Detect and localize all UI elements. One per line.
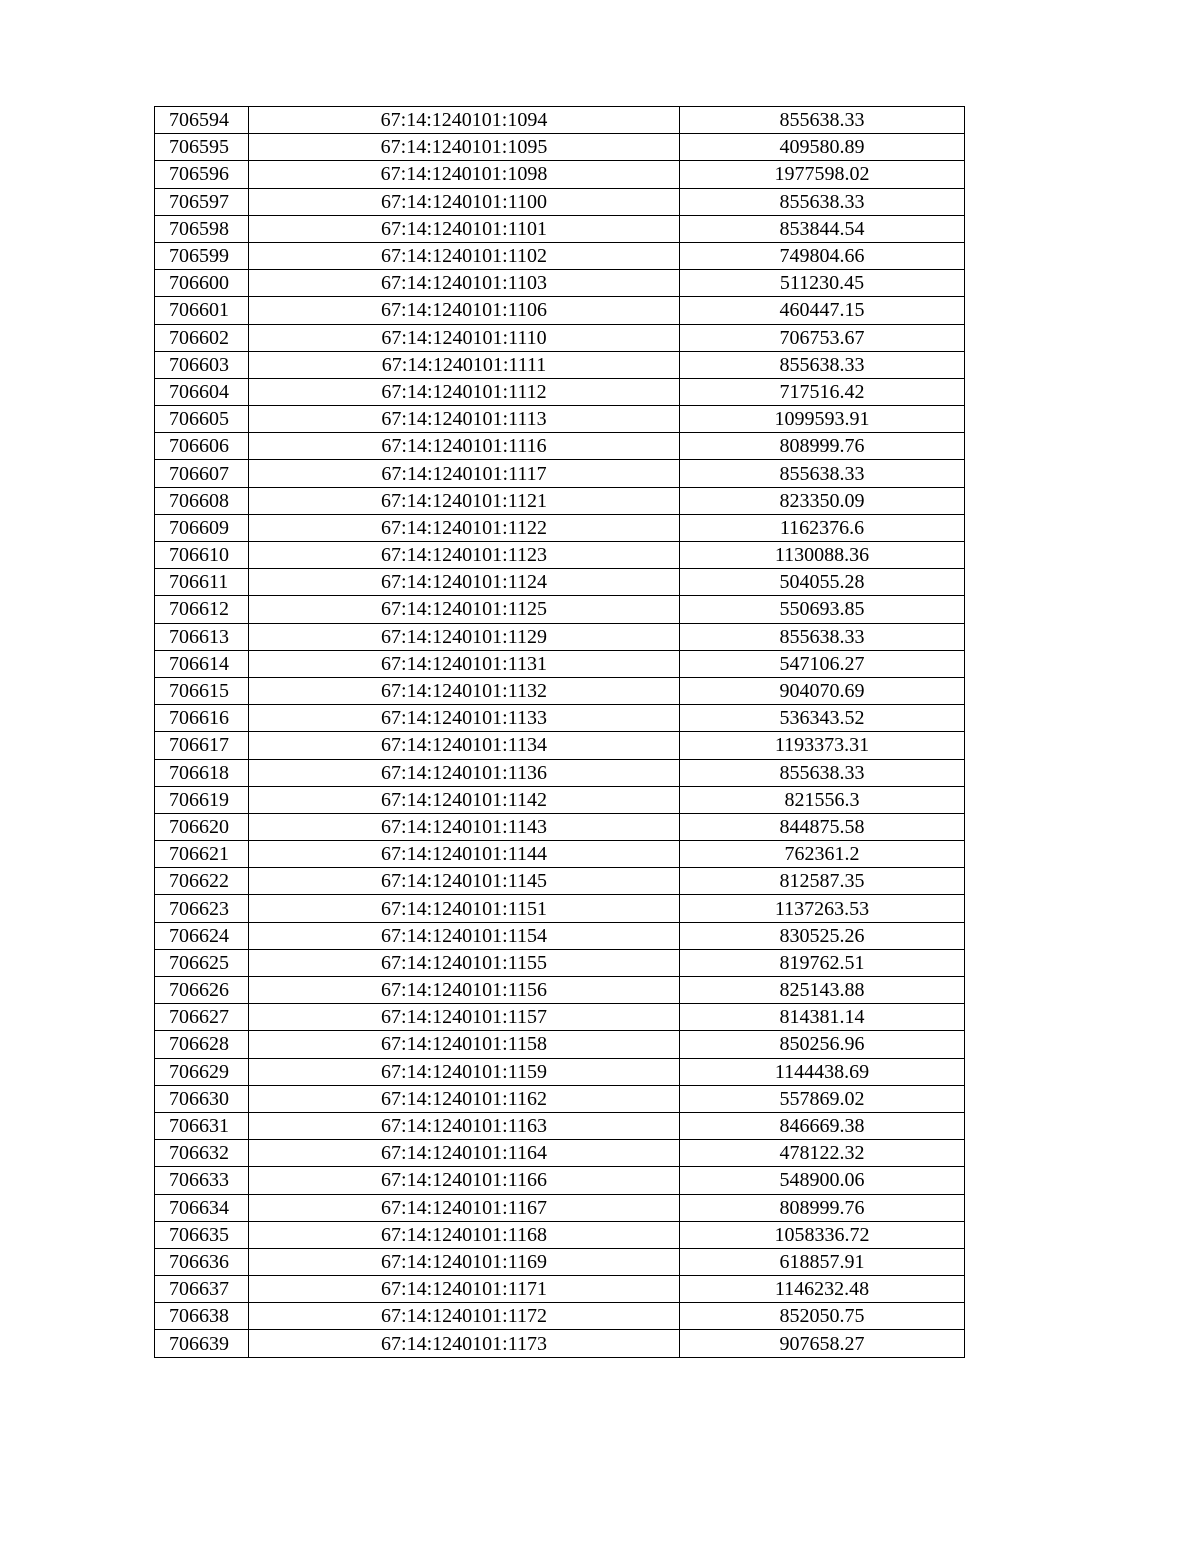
cadastral-number-cell: 67:14:1240101:1168 bbox=[249, 1221, 680, 1248]
row-number-cell: 706616 bbox=[155, 705, 249, 732]
table-row bbox=[155, 677, 965, 704]
row-number-cell: 706631 bbox=[155, 1112, 249, 1139]
table-row bbox=[155, 569, 965, 596]
cadastral-number-cell: 67:14:1240101:1171 bbox=[249, 1276, 680, 1303]
table-row bbox=[155, 215, 965, 242]
cadastral-number-cell: 67:14:1240101:1098 bbox=[249, 161, 680, 188]
row-number-cell: 706638 bbox=[155, 1303, 249, 1330]
cadastral-value-cell: 812587.35 bbox=[680, 868, 965, 895]
cadastral-value-cell: 548900.06 bbox=[680, 1167, 965, 1194]
cadastral-value-cell: 1193373.31 bbox=[680, 732, 965, 759]
cadastral-number-cell: 67:14:1240101:1136 bbox=[249, 759, 680, 786]
cadastral-value-cell: 855638.33 bbox=[680, 759, 965, 786]
table-row bbox=[155, 759, 965, 786]
cadastral-value-cell: 814381.14 bbox=[680, 1004, 965, 1031]
cadastral-value-cell: 855638.33 bbox=[680, 460, 965, 487]
cadastral-number-cell: 67:14:1240101:1095 bbox=[249, 134, 680, 161]
cadastral-value-cell: 852050.75 bbox=[680, 1303, 965, 1330]
cadastral-number-cell: 67:14:1240101:1156 bbox=[249, 977, 680, 1004]
cadastral-value-cell: 1137263.53 bbox=[680, 895, 965, 922]
row-number-cell: 706628 bbox=[155, 1031, 249, 1058]
row-number-cell: 706625 bbox=[155, 949, 249, 976]
table-row bbox=[155, 1085, 965, 1112]
cadastral-value-cell: 855638.33 bbox=[680, 351, 965, 378]
table-row bbox=[155, 786, 965, 813]
row-number-cell: 706612 bbox=[155, 596, 249, 623]
cadastral-value-cell: 844875.58 bbox=[680, 813, 965, 840]
cadastral-number-cell: 67:14:1240101:1100 bbox=[249, 188, 680, 215]
cadastral-number-cell: 67:14:1240101:1121 bbox=[249, 487, 680, 514]
cadastral-number-cell: 67:14:1240101:1103 bbox=[249, 270, 680, 297]
cadastral-value-cell: 749804.66 bbox=[680, 242, 965, 269]
cadastral-value-cell: 855638.33 bbox=[680, 623, 965, 650]
table-row bbox=[155, 542, 965, 569]
row-number-cell: 706604 bbox=[155, 378, 249, 405]
cadastral-value-cell: 460447.15 bbox=[680, 297, 965, 324]
row-number-cell: 706602 bbox=[155, 324, 249, 351]
table-row bbox=[155, 841, 965, 868]
cadastral-number-cell: 67:14:1240101:1162 bbox=[249, 1085, 680, 1112]
cadastral-number-cell: 67:14:1240101:1116 bbox=[249, 433, 680, 460]
cadastral-number-cell: 67:14:1240101:1132 bbox=[249, 677, 680, 704]
cadastral-value-cell: 557869.02 bbox=[680, 1085, 965, 1112]
cadastral-value-cell: 830525.26 bbox=[680, 922, 965, 949]
row-number-cell: 706636 bbox=[155, 1248, 249, 1275]
cadastral-value-cell: 808999.76 bbox=[680, 1194, 965, 1221]
row-number-cell: 706603 bbox=[155, 351, 249, 378]
row-number-cell: 706632 bbox=[155, 1140, 249, 1167]
row-number-cell: 706618 bbox=[155, 759, 249, 786]
table-row bbox=[155, 107, 965, 134]
row-number-cell: 706611 bbox=[155, 569, 249, 596]
table-row bbox=[155, 1058, 965, 1085]
table-row bbox=[155, 650, 965, 677]
cadastral-value-cell: 819762.51 bbox=[680, 949, 965, 976]
cadastral-number-cell: 67:14:1240101:1124 bbox=[249, 569, 680, 596]
table-row bbox=[155, 1004, 965, 1031]
table-row bbox=[155, 487, 965, 514]
table-row bbox=[155, 351, 965, 378]
row-number-cell: 706615 bbox=[155, 677, 249, 704]
row-number-cell: 706617 bbox=[155, 732, 249, 759]
table-row bbox=[155, 1167, 965, 1194]
table-row bbox=[155, 977, 965, 1004]
cadastral-value-cell: 717516.42 bbox=[680, 378, 965, 405]
table-row bbox=[155, 895, 965, 922]
row-number-cell: 706627 bbox=[155, 1004, 249, 1031]
table-row bbox=[155, 1031, 965, 1058]
cadastral-value-cell: 855638.33 bbox=[680, 188, 965, 215]
cadastral-value-cell: 1144438.69 bbox=[680, 1058, 965, 1085]
table-row bbox=[155, 297, 965, 324]
cadastral-number-cell: 67:14:1240101:1145 bbox=[249, 868, 680, 895]
cadastral-number-cell: 67:14:1240101:1143 bbox=[249, 813, 680, 840]
table-row bbox=[155, 1276, 965, 1303]
cadastral-number-cell: 67:14:1240101:1110 bbox=[249, 324, 680, 351]
cadastral-value-cell: 409580.89 bbox=[680, 134, 965, 161]
cadastral-value-cell: 706753.67 bbox=[680, 324, 965, 351]
table-row bbox=[155, 514, 965, 541]
cadastral-value-cell: 825143.88 bbox=[680, 977, 965, 1004]
cadastral-number-cell: 67:14:1240101:1113 bbox=[249, 406, 680, 433]
table-row bbox=[155, 161, 965, 188]
table-row bbox=[155, 623, 965, 650]
cadastral-number-cell: 67:14:1240101:1155 bbox=[249, 949, 680, 976]
cadastral-number-cell: 67:14:1240101:1122 bbox=[249, 514, 680, 541]
cadastral-value-cell: 1162376.6 bbox=[680, 514, 965, 541]
table-row bbox=[155, 460, 965, 487]
row-number-cell: 706620 bbox=[155, 813, 249, 840]
table-row bbox=[155, 1221, 965, 1248]
row-number-cell: 706614 bbox=[155, 650, 249, 677]
cadastral-number-cell: 67:14:1240101:1133 bbox=[249, 705, 680, 732]
cadastral-value-cell: 504055.28 bbox=[680, 569, 965, 596]
row-number-cell: 706624 bbox=[155, 922, 249, 949]
cadastral-number-cell: 67:14:1240101:1101 bbox=[249, 215, 680, 242]
cadastral-value-cell: 904070.69 bbox=[680, 677, 965, 704]
cadastral-number-cell: 67:14:1240101:1158 bbox=[249, 1031, 680, 1058]
row-number-cell: 706639 bbox=[155, 1330, 249, 1357]
cadastral-number-cell: 67:14:1240101:1169 bbox=[249, 1248, 680, 1275]
table-row bbox=[155, 242, 965, 269]
cadastral-number-cell: 67:14:1240101:1159 bbox=[249, 1058, 680, 1085]
row-number-cell: 706596 bbox=[155, 161, 249, 188]
table-row bbox=[155, 1140, 965, 1167]
table-row bbox=[155, 433, 965, 460]
cadastral-value-cell: 855638.33 bbox=[680, 107, 965, 134]
cadastral-value-cell: 907658.27 bbox=[680, 1330, 965, 1357]
cadastral-value-cell: 1977598.02 bbox=[680, 161, 965, 188]
cadastral-value-cell: 823350.09 bbox=[680, 487, 965, 514]
row-number-cell: 706601 bbox=[155, 297, 249, 324]
table-row bbox=[155, 705, 965, 732]
row-number-cell: 706598 bbox=[155, 215, 249, 242]
row-number-cell: 706622 bbox=[155, 868, 249, 895]
cadastral-number-cell: 67:14:1240101:1164 bbox=[249, 1140, 680, 1167]
table-body bbox=[155, 107, 965, 1358]
cadastral-value-cell: 1058336.72 bbox=[680, 1221, 965, 1248]
table-row bbox=[155, 922, 965, 949]
row-number-cell: 706605 bbox=[155, 406, 249, 433]
cadastral-number-cell: 67:14:1240101:1167 bbox=[249, 1194, 680, 1221]
cadastral-number-cell: 67:14:1240101:1102 bbox=[249, 242, 680, 269]
table-row bbox=[155, 188, 965, 215]
row-number-cell: 706619 bbox=[155, 786, 249, 813]
cadastral-value-table bbox=[154, 106, 965, 1358]
table-row bbox=[155, 134, 965, 161]
row-number-cell: 706606 bbox=[155, 433, 249, 460]
cadastral-number-cell: 67:14:1240101:1144 bbox=[249, 841, 680, 868]
table-row bbox=[155, 1248, 965, 1275]
row-number-cell: 706609 bbox=[155, 514, 249, 541]
cadastral-number-cell: 67:14:1240101:1106 bbox=[249, 297, 680, 324]
cadastral-number-cell: 67:14:1240101:1123 bbox=[249, 542, 680, 569]
row-number-cell: 706613 bbox=[155, 623, 249, 650]
cadastral-value-cell: 808999.76 bbox=[680, 433, 965, 460]
cadastral-value-cell: 846669.38 bbox=[680, 1112, 965, 1139]
cadastral-number-cell: 67:14:1240101:1151 bbox=[249, 895, 680, 922]
row-number-cell: 706600 bbox=[155, 270, 249, 297]
cadastral-value-cell: 511230.45 bbox=[680, 270, 965, 297]
table-row bbox=[155, 1330, 965, 1357]
row-number-cell: 706607 bbox=[155, 460, 249, 487]
row-number-cell: 706634 bbox=[155, 1194, 249, 1221]
cadastral-value-cell: 618857.91 bbox=[680, 1248, 965, 1275]
row-number-cell: 706629 bbox=[155, 1058, 249, 1085]
cadastral-number-cell: 67:14:1240101:1094 bbox=[249, 107, 680, 134]
table-row bbox=[155, 596, 965, 623]
cadastral-value-cell: 850256.96 bbox=[680, 1031, 965, 1058]
cadastral-number-cell: 67:14:1240101:1117 bbox=[249, 460, 680, 487]
row-number-cell: 706599 bbox=[155, 242, 249, 269]
table-row bbox=[155, 378, 965, 405]
row-number-cell: 706623 bbox=[155, 895, 249, 922]
cadastral-value-cell: 550693.85 bbox=[680, 596, 965, 623]
table-row bbox=[155, 732, 965, 759]
cadastral-number-cell: 67:14:1240101:1154 bbox=[249, 922, 680, 949]
cadastral-number-cell: 67:14:1240101:1163 bbox=[249, 1112, 680, 1139]
row-number-cell: 706608 bbox=[155, 487, 249, 514]
table-row bbox=[155, 270, 965, 297]
table-row bbox=[155, 813, 965, 840]
cadastral-number-cell: 67:14:1240101:1142 bbox=[249, 786, 680, 813]
cadastral-number-cell: 67:14:1240101:1172 bbox=[249, 1303, 680, 1330]
row-number-cell: 706633 bbox=[155, 1167, 249, 1194]
cadastral-value-cell: 478122.32 bbox=[680, 1140, 965, 1167]
table-row bbox=[155, 1194, 965, 1221]
row-number-cell: 706610 bbox=[155, 542, 249, 569]
table-row bbox=[155, 1303, 965, 1330]
row-number-cell: 706594 bbox=[155, 107, 249, 134]
cadastral-number-cell: 67:14:1240101:1112 bbox=[249, 378, 680, 405]
cadastral-number-cell: 67:14:1240101:1111 bbox=[249, 351, 680, 378]
table-row bbox=[155, 406, 965, 433]
cadastral-number-cell: 67:14:1240101:1173 bbox=[249, 1330, 680, 1357]
cadastral-value-cell: 536343.52 bbox=[680, 705, 965, 732]
cadastral-value-cell: 1146232.48 bbox=[680, 1276, 965, 1303]
cadastral-value-cell: 821556.3 bbox=[680, 786, 965, 813]
table-row bbox=[155, 324, 965, 351]
table-row bbox=[155, 949, 965, 976]
row-number-cell: 706637 bbox=[155, 1276, 249, 1303]
cadastral-number-cell: 67:14:1240101:1129 bbox=[249, 623, 680, 650]
cadastral-value-cell: 1130088.36 bbox=[680, 542, 965, 569]
cadastral-value-cell: 547106.27 bbox=[680, 650, 965, 677]
row-number-cell: 706635 bbox=[155, 1221, 249, 1248]
table-row bbox=[155, 1112, 965, 1139]
row-number-cell: 706597 bbox=[155, 188, 249, 215]
cadastral-number-cell: 67:14:1240101:1131 bbox=[249, 650, 680, 677]
table-row bbox=[155, 868, 965, 895]
cadastral-number-cell: 67:14:1240101:1125 bbox=[249, 596, 680, 623]
row-number-cell: 706626 bbox=[155, 977, 249, 1004]
row-number-cell: 706630 bbox=[155, 1085, 249, 1112]
row-number-cell: 706621 bbox=[155, 841, 249, 868]
cadastral-number-cell: 67:14:1240101:1157 bbox=[249, 1004, 680, 1031]
cadastral-value-cell: 1099593.91 bbox=[680, 406, 965, 433]
cadastral-value-cell: 762361.2 bbox=[680, 841, 965, 868]
cadastral-number-cell: 67:14:1240101:1166 bbox=[249, 1167, 680, 1194]
cadastral-number-cell: 67:14:1240101:1134 bbox=[249, 732, 680, 759]
cadastral-value-cell: 853844.54 bbox=[680, 215, 965, 242]
row-number-cell: 706595 bbox=[155, 134, 249, 161]
